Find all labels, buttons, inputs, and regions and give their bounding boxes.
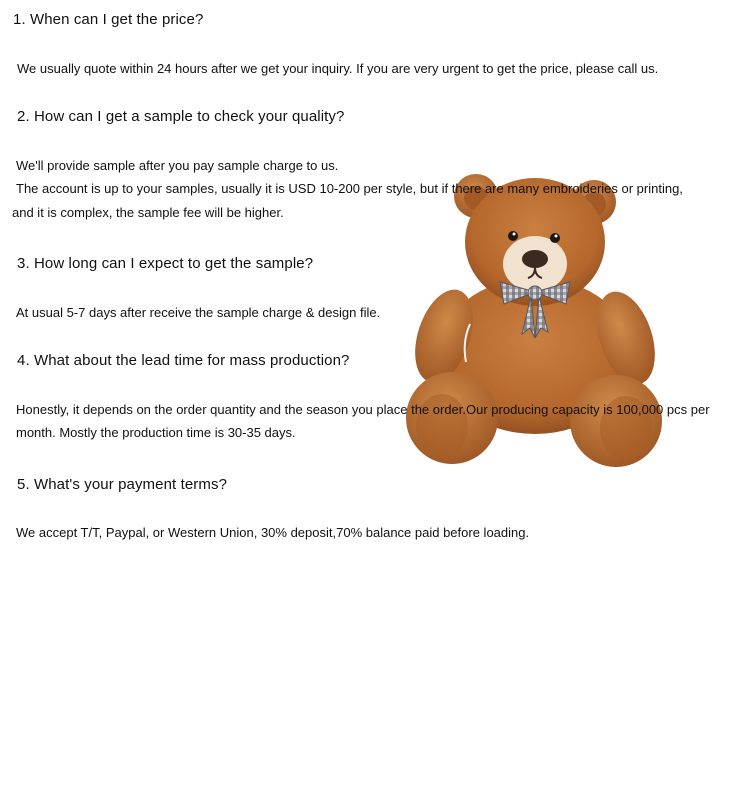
faq-answer-3-line-1: At usual 5-7 days after receive the sample charge & design file. — [16, 305, 381, 320]
faq-answer-4-line-1: Honestly, it depends on the order quantity and the season you place the order.Our producing capacity is 100,000 pcs per — [16, 402, 710, 417]
faq-answer-5-line-1: We accept T/T, Paypal, or Western Union, 30% deposit,70% balance paid before loading. — [16, 525, 530, 540]
faq-question-4: 4. What about the lead time for mass production? — [17, 352, 350, 369]
faq-answer-2-line-2: The account is up to your samples, usually it is USD 10-200 per style, but if there are many embroideries or printing, — [16, 181, 683, 196]
faq-question-3: 3. How long can I expect to get the sample? — [17, 255, 314, 272]
faq-answer-2-line-3: and it is complex, the sample fee will be higher. — [12, 205, 284, 220]
faq-answer-1-line-1: We usually quote within 24 hours after we get your inquiry. If you are very urgent to get the price, please call us. — [17, 61, 659, 76]
faq-question-1: 1. When can I get the price? — [13, 11, 204, 28]
faq-question-5: 5. What's your payment terms? — [17, 476, 228, 493]
teddy-bear-image — [404, 166, 666, 470]
faq-question-2: 2. How can I get a sample to check your quality? — [17, 108, 345, 125]
faq-answer-4-line-2: month. Mostly the production time is 30-35 days. — [16, 425, 296, 440]
faq-answer-2-line-1: We'll provide sample after you pay sample charge to us. — [16, 158, 339, 173]
